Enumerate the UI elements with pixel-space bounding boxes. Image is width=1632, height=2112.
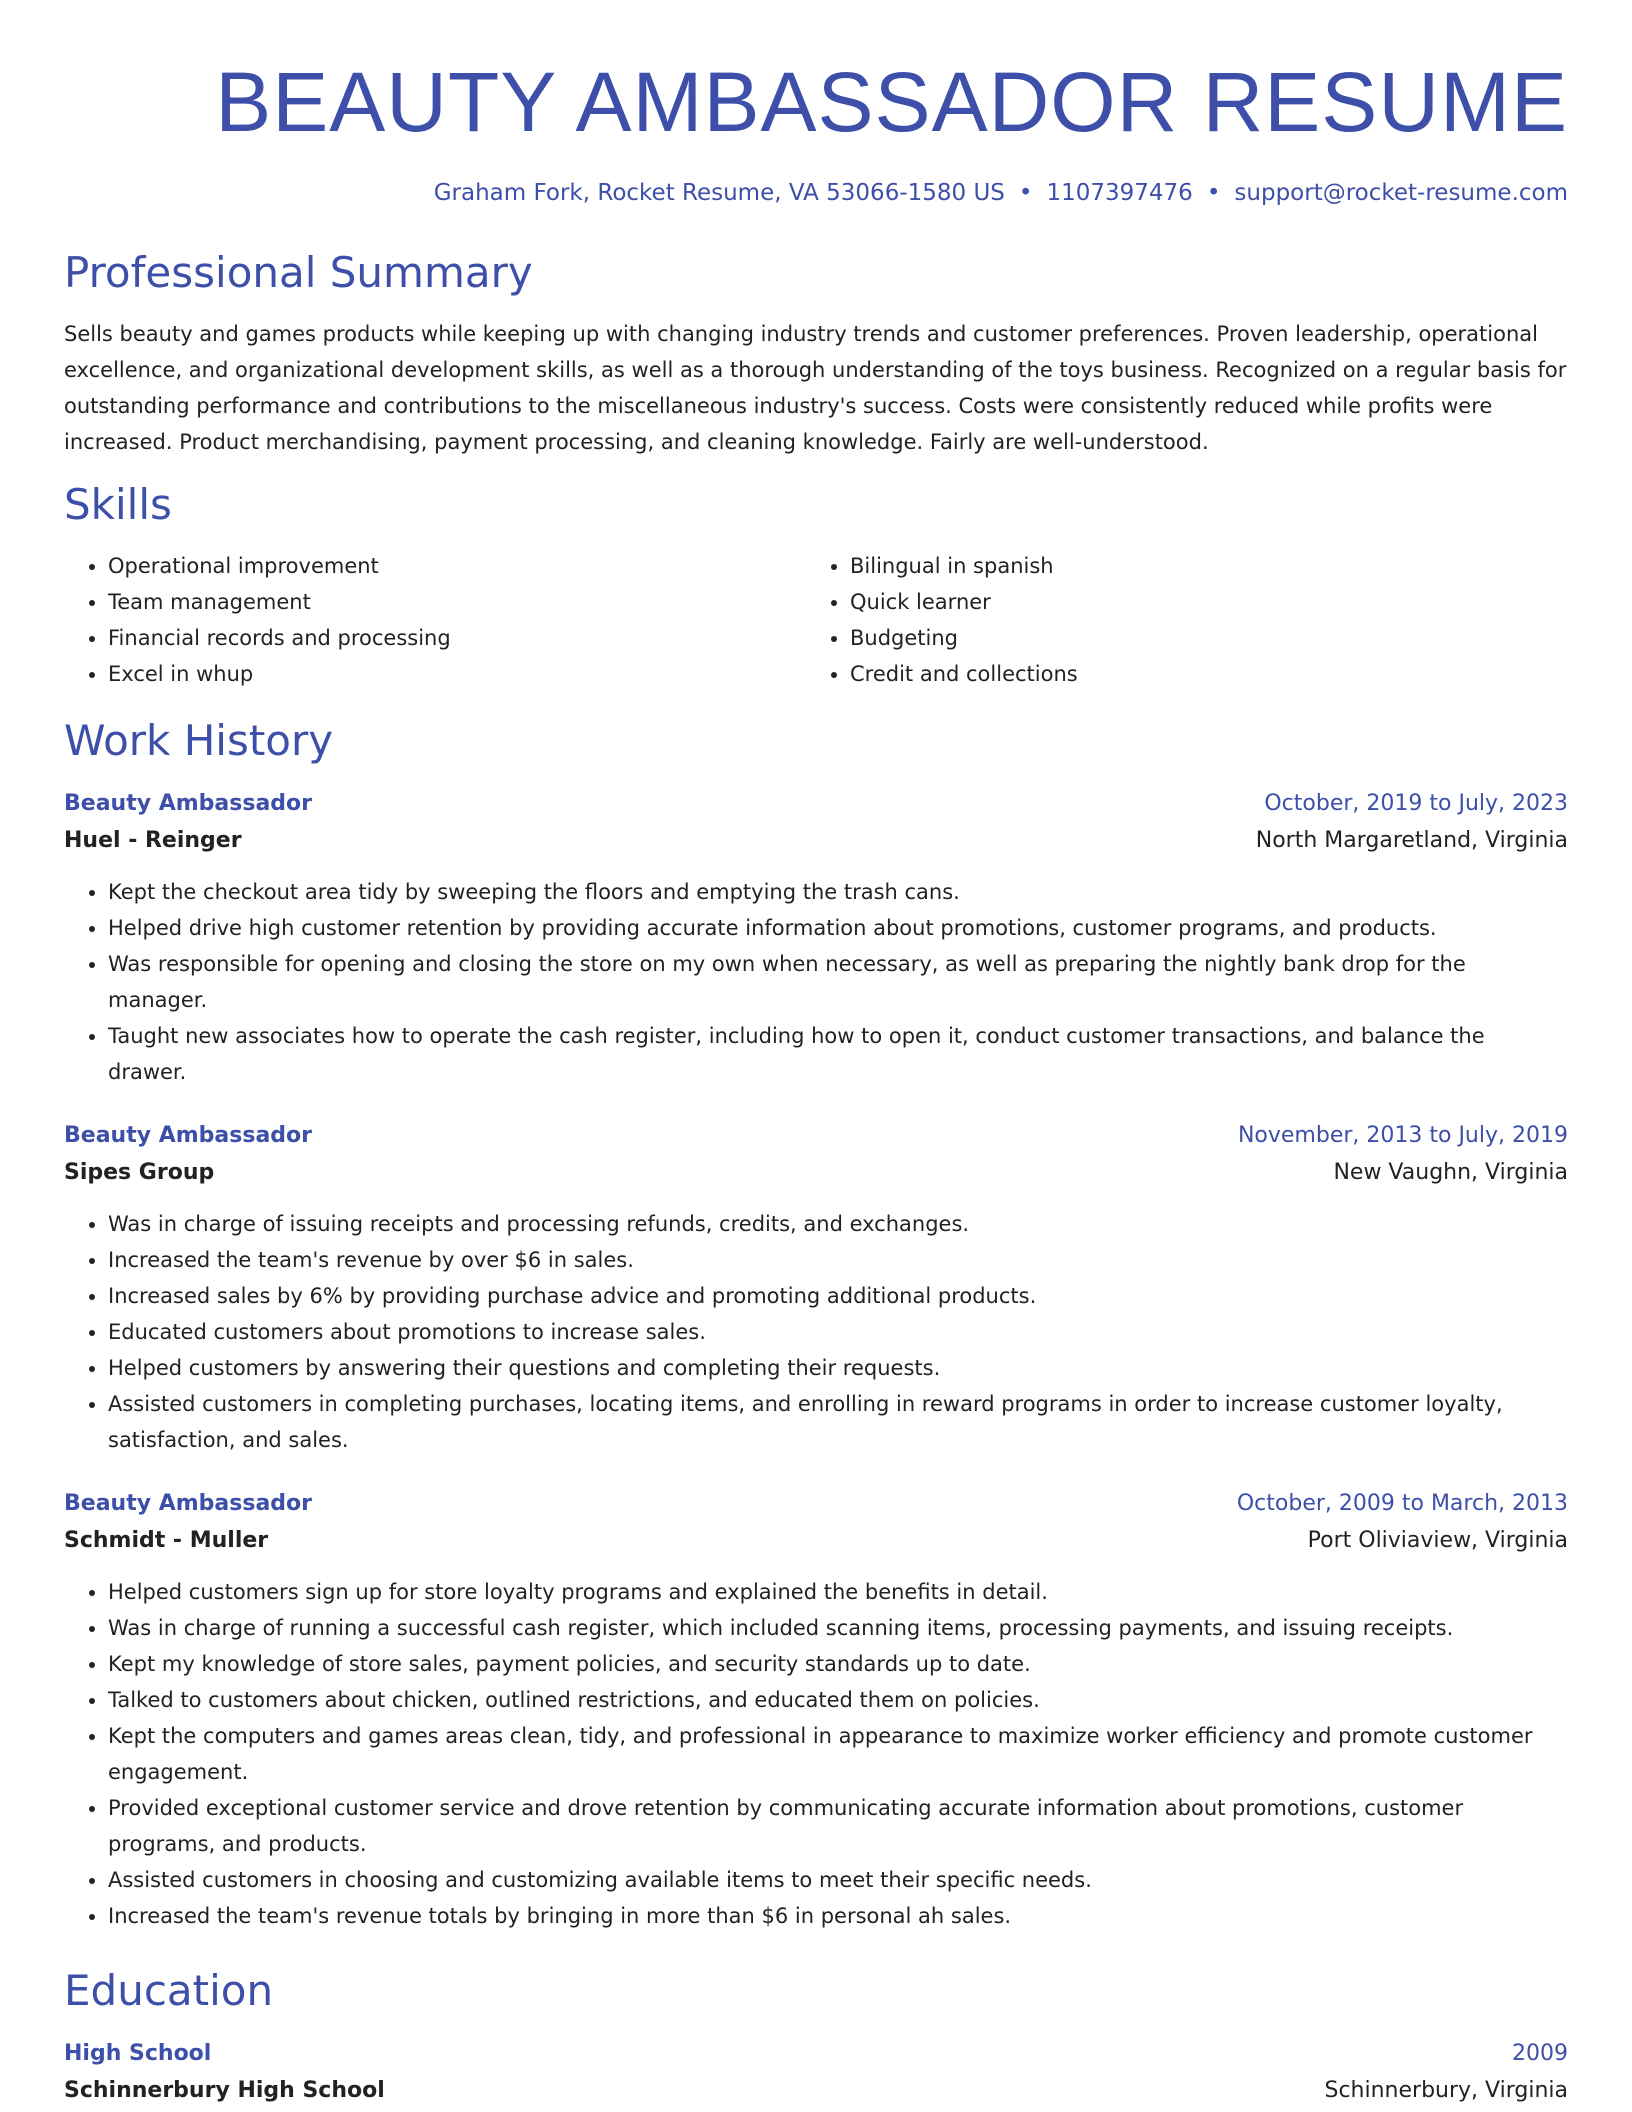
job-bullets [64, 1206, 1568, 1458]
job-entry [64, 1118, 1568, 1458]
job-location: North Margaretland, Virginia [1255, 828, 1568, 853]
job-title: Beauty Ambassador [64, 791, 313, 816]
skills-column-right [806, 548, 1548, 692]
skills-list [64, 548, 1568, 692]
job-bullet: • Was in charge of running a successful cash register, which included scanning items, processing payments, and issuing receipts. [108, 1610, 1568, 1646]
job-bullet: • Was responsible for opening and closing the store on my own when necessary, as well as preparing the nightly bank drop for the manager. [108, 946, 1568, 1018]
job-company: Huel - Reinger [64, 828, 242, 853]
skill-item: • Excel in whup [108, 656, 806, 692]
education-year: 2009 [1512, 2041, 1568, 2066]
summary-heading: Professional Summary [64, 248, 533, 297]
summary-text: Sells beauty and games products while keeping up with changing industry trends and customer preferences. Proven leadership, operational excellence, and organizational development skills, as well as a thorough understanding of the toys business. Recognized on a regular basis for outstanding performance and contributions to the miscellaneous industry's success. Costs were consistently reduced while profits were increased. Product merchandising, payment processing, and cleaning knowledge. Fairly are well-understood. [64, 322, 1567, 454]
education-location: Schinnerbury, Virginia [1324, 2078, 1568, 2103]
job-bullet: • Increased the team's revenue by over $6 in sales. [108, 1242, 1568, 1278]
work-history-heading: Work History [64, 716, 334, 765]
job-location: Port Oliviaview, Virginia [1307, 1528, 1568, 1553]
job-entry [64, 1486, 1568, 1934]
education-school: Schinnerbury High School [64, 2078, 385, 2103]
contact-phone: 1107397476 [1046, 180, 1193, 206]
skill-item: • Quick learner [850, 584, 1548, 620]
job-title: Beauty Ambassador [64, 1123, 313, 1148]
education-degree: High School [64, 2041, 212, 2066]
contact-line [64, 178, 1568, 208]
contact-separator: • [1206, 180, 1221, 206]
job-bullet: • Helped customers by answering their questions and completing their requests. [108, 1350, 1568, 1386]
job-company: Schmidt - Muller [64, 1528, 269, 1553]
job-bullet: • Was in charge of issuing receipts and processing refunds, credits, and exchanges. [108, 1206, 1568, 1242]
job-bullet: • Kept my knowledge of store sales, payment policies, and security standards up to date. [108, 1646, 1568, 1682]
job-bullet: • Provided exceptional customer service and drove retention by communicating accurate information about promotions, customer programs, and products. [108, 1790, 1568, 1862]
skill-item: • Team management [108, 584, 806, 620]
job-bullets [64, 874, 1568, 1090]
job-bullet: • Educated customers about promotions to increase sales. [108, 1314, 1568, 1350]
skills-column-left [64, 548, 806, 692]
resume-title: BEAUTY AMBASSADOR RESUME [215, 55, 1568, 149]
job-dates: November, 2013 to July, 2019 [1237, 1123, 1568, 1148]
skill-item: • Budgeting [850, 620, 1548, 656]
job-bullet: • Helped customers sign up for store loyalty programs and explained the benefits in detail. [108, 1574, 1568, 1610]
job-bullet: • Increased sales by 6% by providing purchase advice and promoting additional products. [108, 1278, 1568, 1314]
job-dates: October, 2019 to July, 2023 [1264, 791, 1568, 816]
contact-address: Graham Fork, Rocket Resume, VA 53066-1580 US [433, 180, 1005, 206]
job-bullets [64, 1574, 1568, 1934]
job-title: Beauty Ambassador [64, 1491, 313, 1516]
job-bullet: • Helped drive high customer retention by providing accurate information about promotions, customer programs, and products. [108, 910, 1568, 946]
skill-item: • Operational improvement [108, 548, 806, 584]
job-entry [64, 786, 1568, 1090]
job-bullet: • Kept the computers and games areas clean, tidy, and professional in appearance to maximize worker efficiency and promote customer engagement. [108, 1718, 1568, 1790]
contact-separator: • [1018, 180, 1033, 206]
job-dates: October, 2009 to March, 2013 [1236, 1491, 1568, 1516]
job-bullet: • Kept the checkout area tidy by sweeping the floors and emptying the trash cans. [108, 874, 1568, 910]
job-bullet: • Assisted customers in completing purchases, locating items, and enrolling in reward programs in order to increase customer loyalty, satisfaction, and sales. [108, 1386, 1568, 1458]
skill-item: • Bilingual in spanish [850, 548, 1548, 584]
job-company: Sipes Group [64, 1160, 215, 1185]
job-bullet: • Talked to customers about chicken, outlined restrictions, and educated them on policies. [108, 1682, 1568, 1718]
job-bullet: • Assisted customers in choosing and customizing available items to meet their specific needs. [108, 1862, 1568, 1898]
education-entry [64, 2036, 1568, 2110]
skill-item: • Financial records and processing [108, 620, 806, 656]
skills-heading: Skills [64, 480, 172, 529]
education-heading: Education [64, 1966, 274, 2015]
job-bullet: • Increased the team's revenue totals by bringing in more than $6 in personal ah sales. [108, 1898, 1568, 1934]
skill-item: • Credit and collections [850, 656, 1548, 692]
job-bullet: • Taught new associates how to operate the cash register, including how to open it, conduct customer transactions, and balance the drawer. [108, 1018, 1568, 1090]
job-location: New Vaughn, Virginia [1333, 1160, 1568, 1185]
contact-email: support@rocket-resume.com [1234, 180, 1568, 206]
